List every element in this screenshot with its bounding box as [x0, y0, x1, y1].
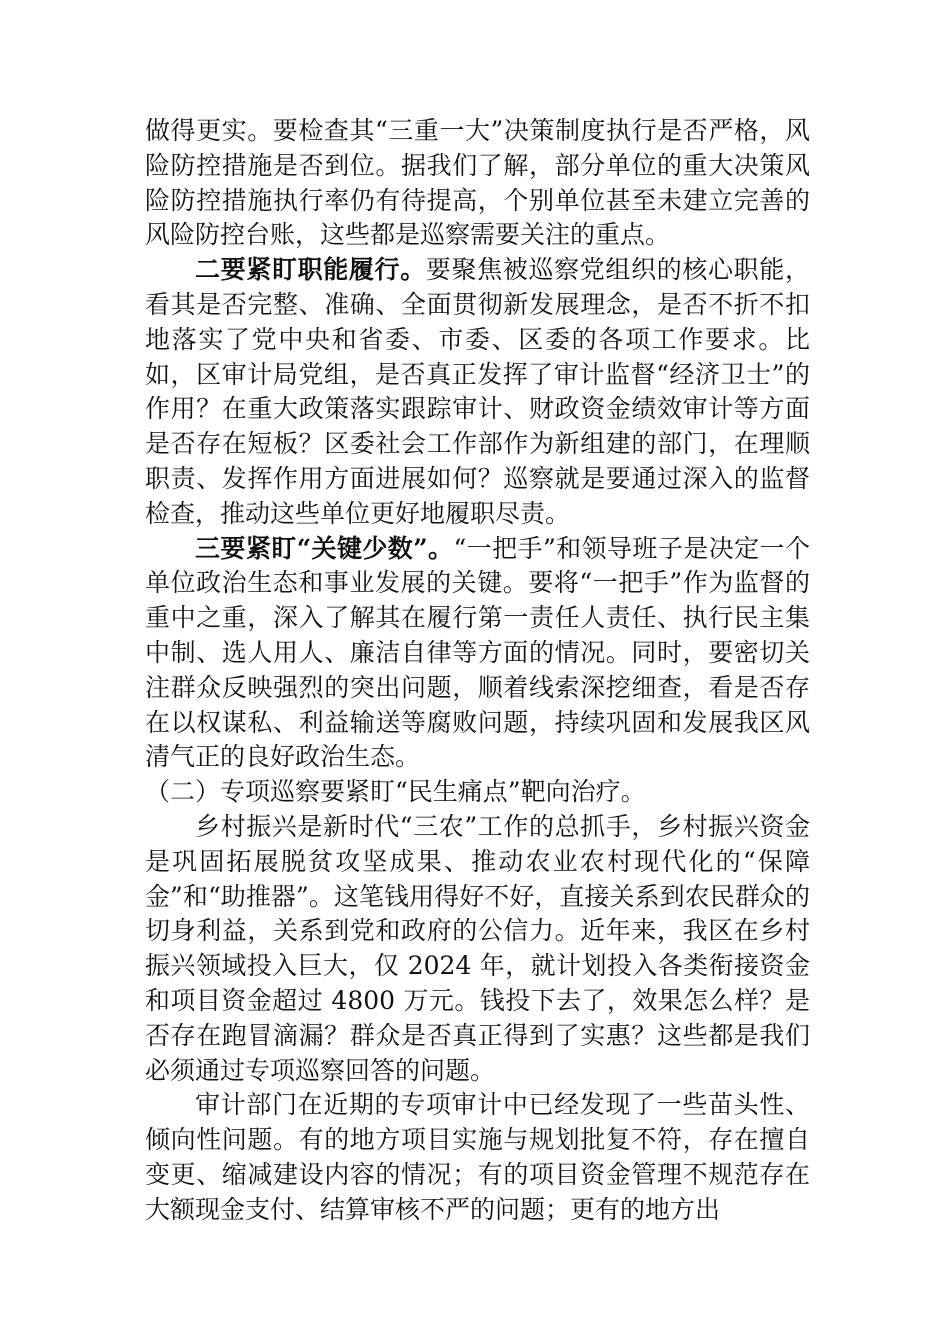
section-heading-special-inspection — [145, 775, 810, 810]
paragraph-risk-control — [145, 114, 810, 253]
paragraph-key-minority — [145, 532, 810, 776]
paragraph-function-performance — [145, 253, 810, 531]
paragraph-rural-revitalization — [145, 810, 810, 1088]
paragraph-text: 审计部门在近期的专项审计中已经发现了一些苗头性、倾向性问题。有的地方项目实施与规划批复不符，存在擅自变更、缩减建设内容的情况；有的项目资金管理不规范存在大额现金支付、结算审核不严的问题；更有的地方出 — [145, 1090, 810, 1224]
section-heading-text: （二）专项巡察要紧盯“民生痛点”靶向治疗。 — [145, 777, 646, 807]
document-body — [145, 114, 810, 1228]
paragraph-text: “一把手”和领导班子是决定一个单位政治生态和事业发展的关键。要将“一把手”作为监督的重中之重，深入了解其在履行第一责任人责任、执行民主集中制、选人用人、廉洁自律等方面的情况。同时，要密切关注群众反映强烈的突出问题，顺着线索深挖细查，看是否存在以权谋私、利益输送等腐败问题，持续巩固和发展我区风清气正的良好政治生态。 — [145, 533, 810, 772]
paragraph-lead-heading: 三要紧盯“关键少数”。 — [195, 533, 454, 563]
paragraph-lead-heading: 二要紧盯职能履行。 — [195, 255, 426, 285]
paragraph-text: 做得更实。要检查其“三重一大”决策制度执行是否严格，风险防控措施是否到位。据我们了解，部分单位的重大决策风险防控措施执行率仍有待提高，个别单位甚至未建立完善的风险防控台账，这些都是巡察需要关注的重点。 — [145, 116, 810, 250]
paragraph-audit-findings — [145, 1088, 810, 1227]
paragraph-text: 乡村振兴是新时代“三农”工作的总抓手，乡村振兴资金是巩固拓展脱贫攻坚成果、推动农业农村现代化的“保障金”和“助推器”。这笔钱用得好不好，直接关系到农民群众的切身利益，关系到党和政府的公信力。近年来，我区在乡村振兴领域投入巨大，仅 2024 年，就计划投入各类衔接资金和项目资金超过 4800 万元。钱投下去了，效果怎么样？是否存在跑冒滴漏？群众是否真正得到了实惠？这些都是我们必须通过专项巡察回答的问题。 — [145, 811, 810, 1085]
paragraph-text: 要聚焦被巡察党组织的核心职能，看其是否完整、准确、全面贯彻新发展理念，是否不折不扣地落实了党中央和省委、市委、区委的各项工作要求。比如，区审计局党组，是否真正发挥了审计监督“经济卫士”的作用？在重大政策落实跟踪审计、财政资金绩效审计等方面是否存在短板？区委社会工作部作为新组建的部门，在理顺职责、发挥作用方面进展如何？巡察就是要通过深入的监督检查，推动这些单位更好地履职尽责。 — [145, 255, 810, 528]
